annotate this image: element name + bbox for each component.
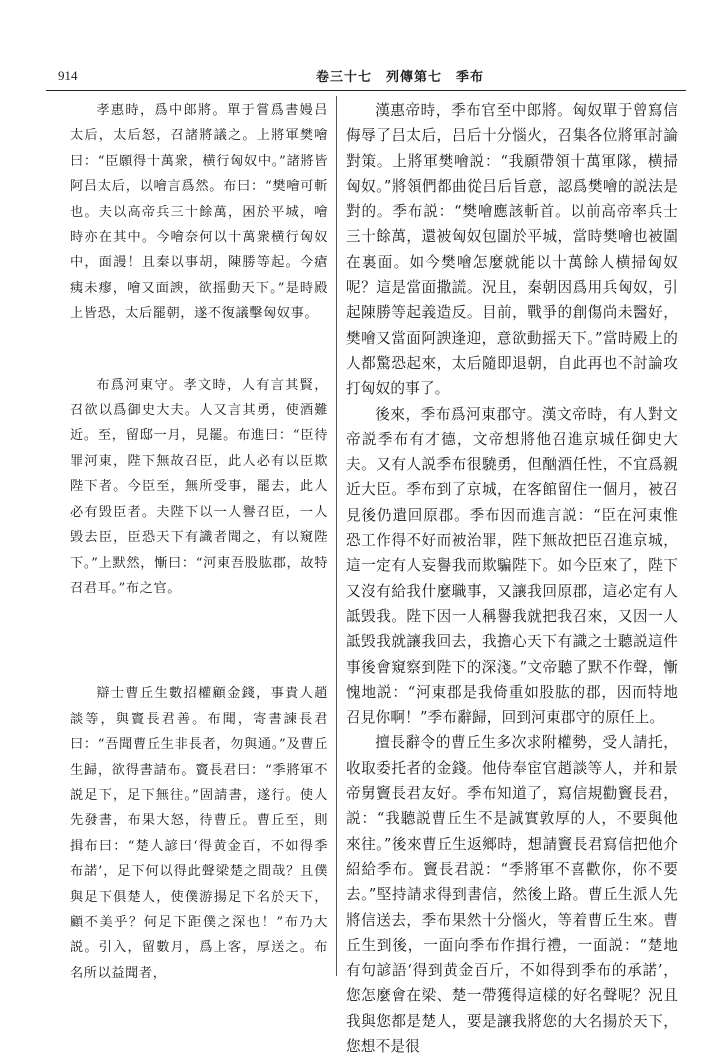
classical-paragraph-3: 辯士曹丘生數招權顧金錢，事貴人趙談等，與竇長君善。布聞，寄書諫長君曰：“吾聞曹丘生非長者，勿與通。”及曹丘生歸，欲得書請布。竇長君曰：“季將軍不説足下，足下無往。”固請書，遂行。使人先發書，布果大怒，待曹丘。曹丘至，則揖布曰：“楚人諺曰‘得黄金百，不如得季布諾’，足下何以得此聲梁楚之間哉？且僕與足下俱楚人，使僕游揚足下名於天下，顧不美乎？何足下距僕之深也！”布乃大説。引入，留數月，爲上客，厚送之。布名所以益聞者， — [70, 686, 328, 981]
column-divider — [336, 96, 337, 976]
classical-text-column — [70, 98, 328, 986]
page-number: 914 — [58, 68, 78, 83]
translation-paragraph-2: 後來，季布爲河東郡守。漢文帝時，有人對文帝説季布有才德，文帝想將他召進京城任御史大夫。又有人説季布很驍勇，但酗酒任性，不宜爲親近大臣。季布到了京城，在客館留住一個月，被召見後仍遣回原郡。季布因而進言説：“臣在河東惟恐工作得不好而被治罪，陛下無故把臣召進京城，這一定有人妄譽我而欺騙陛下。如今臣來了，陛下又沒有給我什麼職事，又讓我回原郡，這必定有人詆毁我。陛下因一人稱譽我就把我召來，又因一人詆毁我就讓我回去，我擔心天下有識之士聽説這件事後會窺察到陛下的深淺。”文帝聽了默不作聲，慚愧地説：“河東郡是我倚重如股肱的郡，因而特地召見你啊！”季布辭歸，回到河東郡守的原任上。 — [346, 405, 678, 727]
classical-paragraph-1: 孝惠時，爲中郎將。單于嘗爲書嫚吕太后，太后怒，召諸將議之。上將軍樊噲曰：“臣願得十萬衆，横行匈奴中。”諸將皆阿吕太后，以噲言爲然。布曰：“樊噲可斬也。夫以高帝兵三十餘萬，困於平城，噲時亦在其中。今噲奈何以十萬衆横行匈奴中，面謾！且秦以事胡，陳勝等起。今瘡痍未瘳，噲又面諛，欲摇動天下。”是時殿上皆恐，太后罷朝，遂不復議擊匈奴事。 — [70, 103, 328, 322]
header-rule — [46, 90, 686, 91]
page-header — [46, 60, 686, 90]
classical-paragraph-2: 布爲河東守。孝文時，人有言其賢，召欲以爲御史大夫。人又言其勇，使酒難近。至，留邸一月，見罷。布進曰：“臣待罪河東，陛下無故召臣，此人必有以臣欺陛下者。今臣至，無所受事，罷去，此人必有毁臣者。夫陛下以一人譽召臣，一人毁去臣，臣恐天下有識者聞之，有以窺陛下。”上默然，慚曰：“河東吾股肱郡，故特召君耳。”布之官。 — [70, 377, 328, 596]
running-title: 卷三十七 列傳第七 季布 — [316, 70, 485, 85]
translation-paragraph-3: 擅長辭令的曹丘生多次求附權勢，受人請托，收取委托者的金錢。他侍奉宦官趙談等人，并和景帝舅竇長君友好。季布知道了，寫信規勸竇長君，説：“我聽説曹丘生不是誠實敦厚的人，不要與他來往。”後來曹丘生返鄉時，想請竇長君寫信把他介紹給季布。竇長君説：“季將軍不喜歡你，你不要去。”堅持請求得到書信，然後上路。曹丘生派人先將信送去，季布果然十分惱火，等着曹丘生來。曹丘生到後，一面向季布作揖行禮，一面説：“楚地有句諺語‘得到黄金百斤，不如得到季布的承諾’，您怎麼會在梁、楚一帶獲得這樣的好名聲呢？況且我與您都是楚人，要是讓我將您的大名揚於天下，您想不是很 — [346, 734, 678, 1055]
translation-column — [346, 98, 678, 1059]
translation-paragraph-1: 漢惠帝時，季布官至中郎將。匈奴單于曾寫信侮辱了吕太后，吕后十分惱火，召集各位將軍討論對策。上將軍樊噲説：“我願帶領十萬軍隊，横掃匈奴。”將領們都曲從吕后旨意，認爲樊噲的説法是對的。季布説：“樊噲應該斬首。以前高帝率兵士三十餘萬，還被匈奴包圍於平城，當時樊噲也被圍在裏面。如今樊噲怎麼就能以十萬餘人横掃匈奴呢？這是當面撒謊。況且，秦朝因爲用兵匈奴，引起陳勝等起義造反。目前，戰爭的創傷尚未醫好，樊噲又當面阿諛逢迎，意欲動摇天下。”當時殿上的人都驚恐起來，太后隨即退朝，自此再也不討論攻打匈奴的事了。 — [346, 102, 678, 398]
